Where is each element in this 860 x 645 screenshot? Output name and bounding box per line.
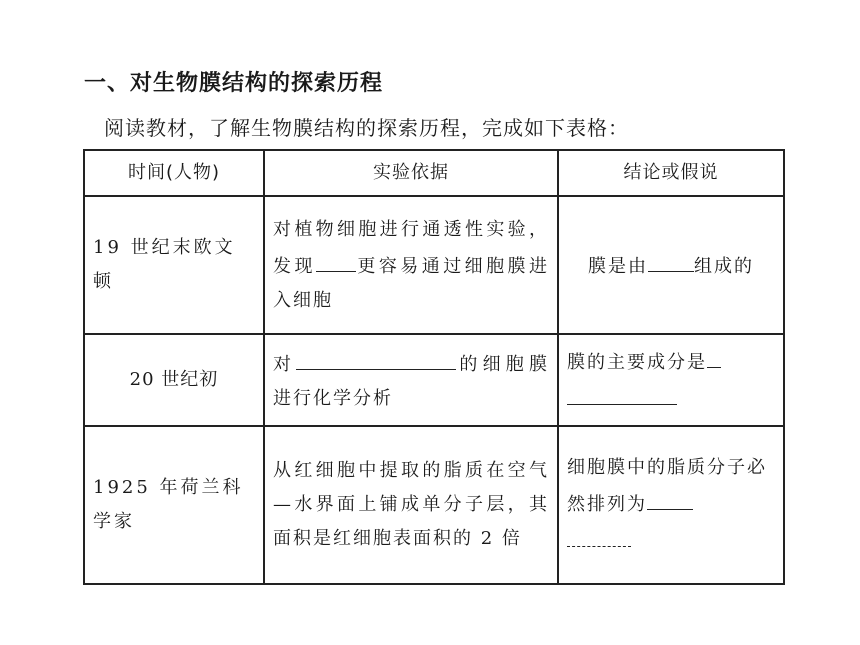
row2-experiment-part1: 对: [273, 353, 297, 375]
exploration-table: [83, 149, 785, 585]
intro-instruction: 阅读教材，了解生物膜结构的探索历程，完成如下表格：: [104, 116, 629, 140]
fill-blank[interactable]: [707, 343, 721, 368]
row3-experiment: 从红细胞中提取的脂质在空气—水界面上铺成单分子层，其面积是红细胞表面积的 2 倍: [264, 426, 558, 584]
header-time: 时间(人物): [84, 150, 264, 196]
row1-conclusion-part2: 组成的: [694, 255, 754, 277]
row2-conclusion-part1: 膜的主要成分是: [567, 352, 707, 373]
table-row: [84, 334, 784, 426]
fill-blank[interactable]: [296, 345, 456, 370]
row1-experiment-part2: 更容易通过细胞膜进入细胞: [273, 255, 550, 311]
row1-conclusion-part1: 膜是由: [588, 255, 648, 277]
row1-time: 19 世纪末欧文顿: [84, 196, 264, 334]
fill-blank[interactable]: [567, 522, 631, 547]
row3-conclusion: [558, 426, 784, 584]
row1-conclusion: [558, 196, 784, 334]
table-row: [84, 196, 784, 334]
fill-blank[interactable]: [647, 485, 693, 510]
fill-blank[interactable]: [316, 247, 356, 272]
table-row: [84, 426, 784, 584]
row2-experiment-part2: 的细胞膜进行化学分析: [273, 353, 550, 409]
row1-experiment: [264, 196, 558, 334]
fill-blank[interactable]: [648, 247, 694, 272]
row2-time: 20 世纪初: [84, 334, 264, 426]
fill-blank[interactable]: [567, 380, 677, 405]
header-conclusion: 结论或假说: [558, 150, 784, 196]
section-title: 一、对生物膜结构的探索历程: [84, 71, 384, 96]
table-header-row: [84, 150, 784, 196]
row2-experiment: [264, 334, 558, 426]
row3-time: 1925 年荷兰科学家: [84, 426, 264, 584]
row3-conclusion-part1: 细胞膜中的脂质分子必然排列为: [567, 457, 767, 515]
row1-experiment-part1: 对植物细胞进行通透性实验，发现: [273, 218, 549, 277]
header-experiment: 实验依据: [264, 150, 558, 196]
row2-conclusion: [558, 334, 784, 426]
